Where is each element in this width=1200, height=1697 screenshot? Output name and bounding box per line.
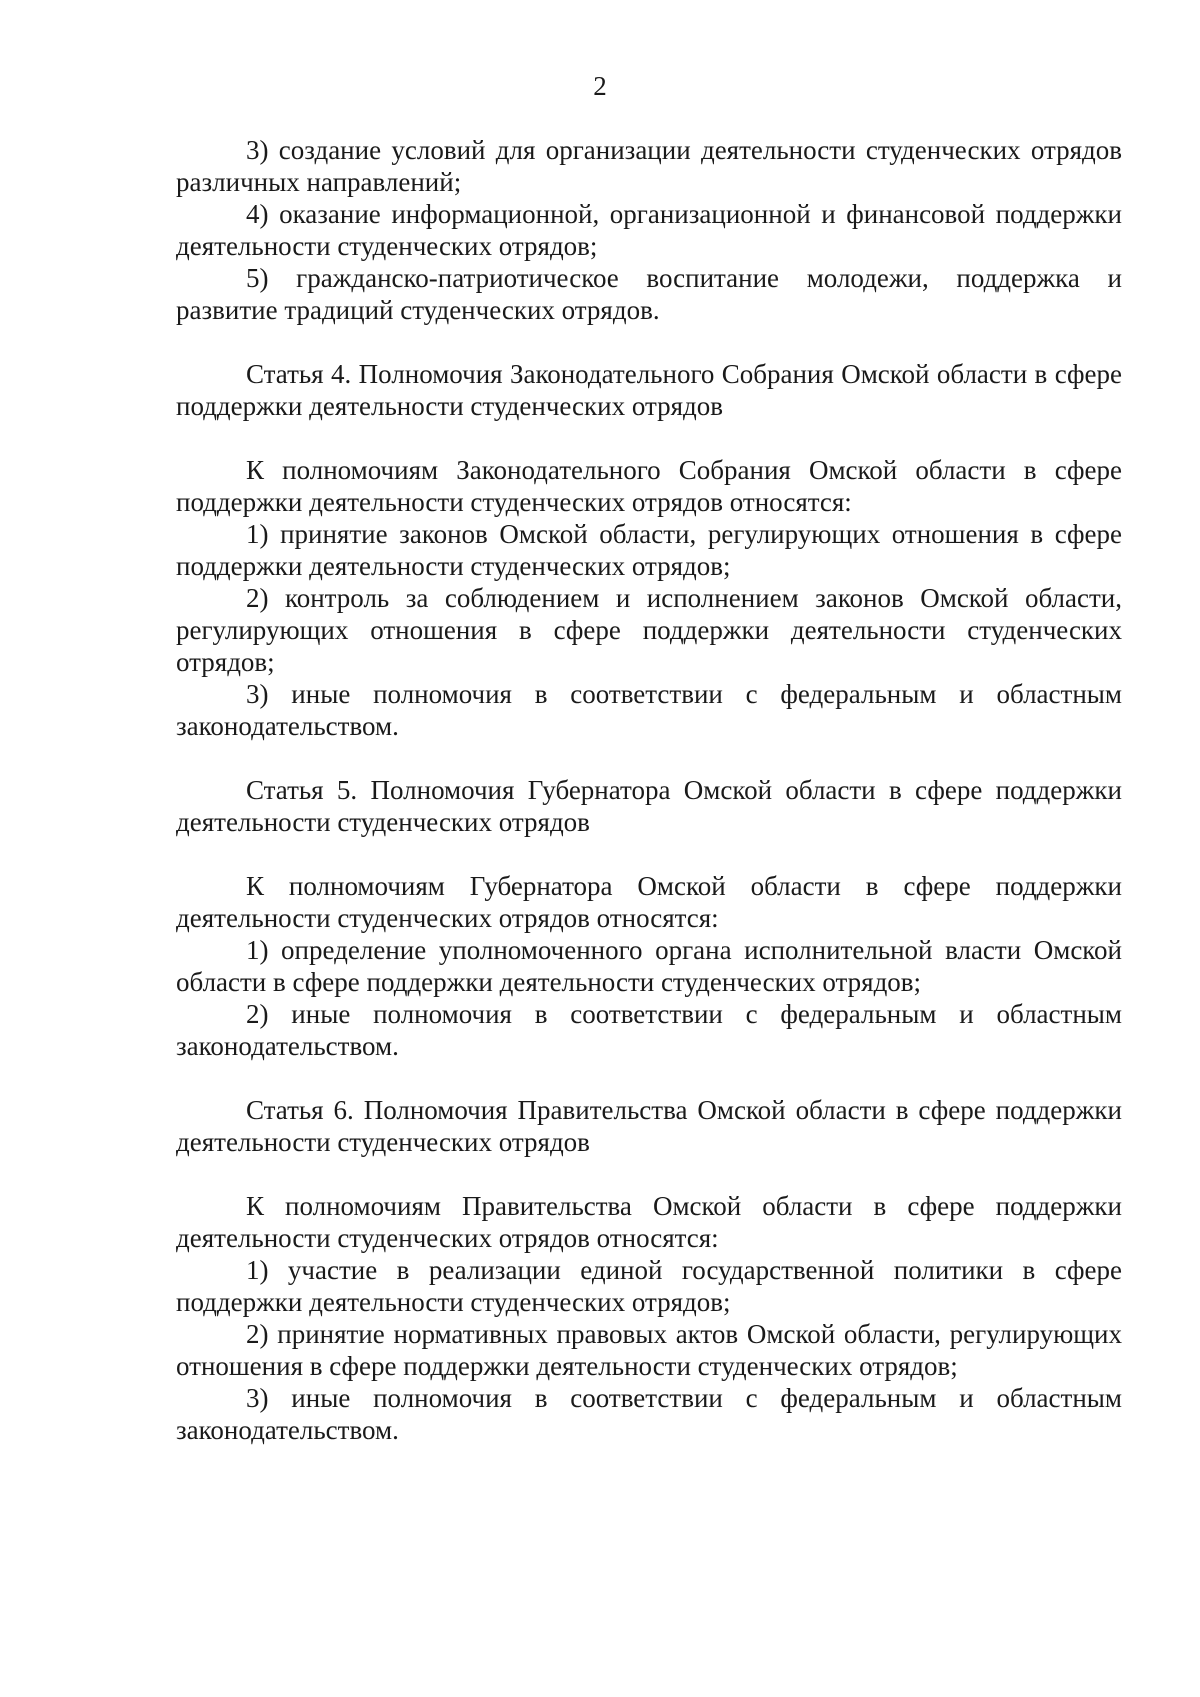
article-6-intro: К полномочиям Правительства Омской области в сфере поддержки деятельности студенческих отрядов относятся: <box>176 1191 1122 1253</box>
section-spacer <box>176 1158 1122 1190</box>
section-spacer <box>176 326 1122 358</box>
article-4-item-3: 3) иные полномочия в соответствии с федеральным и областным законодательством. <box>176 679 1122 741</box>
section-spacer <box>176 742 1122 774</box>
article-5-item-1: 1) определение уполномоченного органа исполнительной власти Омской области в сфере поддержки деятельности студенческих отрядов; <box>176 935 1122 997</box>
section-spacer <box>176 1062 1122 1094</box>
page-number: 2 <box>593 71 607 101</box>
article-4-heading: Статья 4. Полномочия Законодательного Собрания Омской области в сфере поддержки деятельности студенческих отрядов <box>176 359 1122 421</box>
section-spacer <box>176 838 1122 870</box>
article-4-item-1: 1) принятие законов Омской области, регулирующих отношения в сфере поддержки деятельности студенческих отрядов; <box>176 519 1122 581</box>
article-6-heading: Статья 6. Полномочия Правительства Омской области в сфере поддержки деятельности студенческих отрядов <box>176 1095 1122 1157</box>
article-4-intro: К полномочиям Законодательного Собрания Омской области в сфере поддержки деятельности студенческих отрядов относятся: <box>176 455 1122 517</box>
article-6-item-2: 2) принятие нормативных правовых актов Омской области, регулирующих отношения в сфере поддержки деятельности студенческих отрядов; <box>176 1319 1122 1381</box>
article-4-item-2: 2) контроль за соблюдением и исполнением законов Омской области, регулирующих отношения в сфере поддержки деятельности студенческих отрядов; <box>176 583 1122 677</box>
list-item-3: 3) создание условий для организации деятельности студенческих отрядов различных направлений; <box>176 135 1122 197</box>
list-item-5: 5) гражданско-патриотическое воспитание молодежи, поддержка и развитие традиций студенческих отрядов. <box>176 263 1122 325</box>
article-5-heading: Статья 5. Полномочия Губернатора Омской области в сфере поддержки деятельности студенческих отрядов <box>176 775 1122 837</box>
document-body <box>176 134 1122 1446</box>
section-spacer <box>176 422 1122 454</box>
list-item-4: 4) оказание информационной, организационной и финансовой поддержки деятельности студенческих отрядов; <box>176 199 1122 261</box>
article-5-intro: К полномочиям Губернатора Омской области в сфере поддержки деятельности студенческих отрядов относятся: <box>176 871 1122 933</box>
article-5-item-2: 2) иные полномочия в соответствии с федеральным и областным законодательством. <box>176 999 1122 1061</box>
article-6-item-1: 1) участие в реализации единой государственной политики в сфере поддержки деятельности студенческих отрядов; <box>176 1255 1122 1317</box>
article-6-item-3: 3) иные полномочия в соответствии с федеральным и областным законодательством. <box>176 1383 1122 1445</box>
